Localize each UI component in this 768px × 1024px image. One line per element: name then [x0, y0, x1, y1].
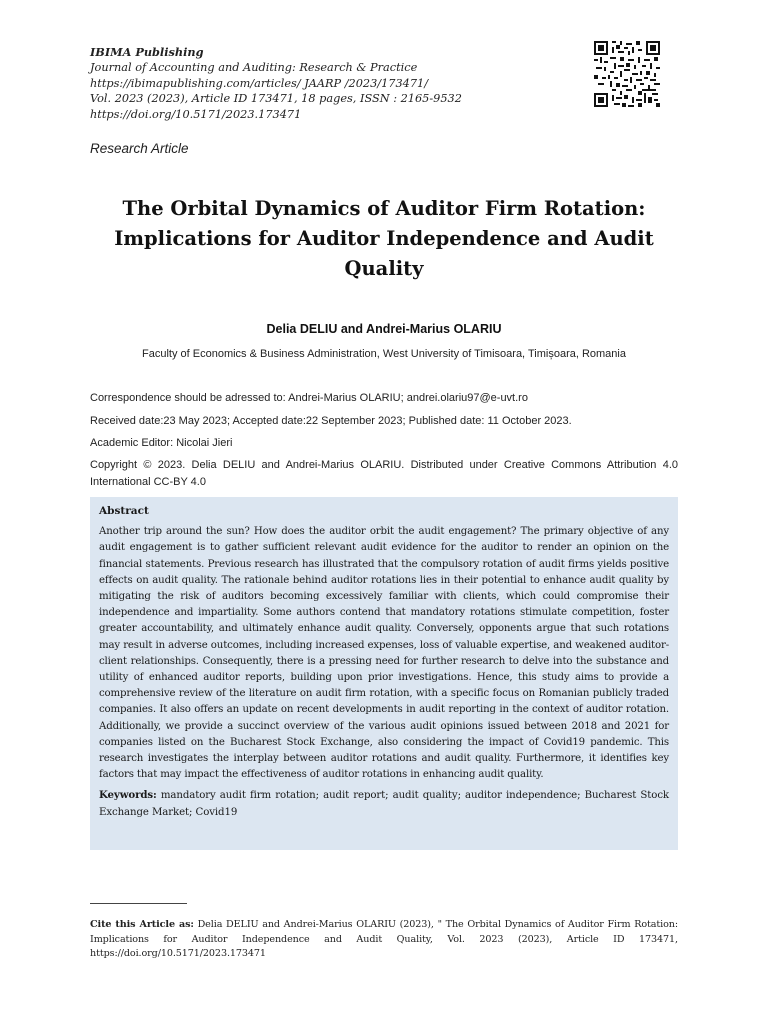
citation	[90, 918, 678, 962]
keywords	[99, 787, 669, 820]
abstract-heading: Abstract	[99, 505, 149, 517]
dates: Received date:23 May 2023; Accepted date:22 September 2023; Published date: 11 October 2023.	[90, 415, 572, 427]
cite-text: Delia DELIU and Andrei-Marius OLARIU (2023), " The Orbital Dynamics of Auditor Firm Rotation: Implications for Auditor Independence and Audit Quality, Vol. 2023 (2023), Article ID 173471, https://doi.org/10.5171/2023.173471	[90, 919, 678, 960]
keywords-label: Keywords:	[99, 789, 157, 802]
journal-name: Journal of Accounting and Auditing: Research & Practice	[90, 61, 418, 75]
doi-link[interactable]: https://doi.org/10.5171/2023.173471	[90, 107, 302, 121]
copyright: Copyright © 2023. Delia DELIU and Andrei-Marius OLARIU. Distributed under Creative Commons Attribution 4.0 International CC-BY 4.0	[90, 459, 678, 488]
academic-editor: Academic Editor: Nicolai Jieri	[90, 437, 233, 449]
article-type: Research Article	[90, 141, 189, 156]
correspondence: Correspondence should be adressed to: Andrei-Marius OLARIU; andrei.olariu97@e-uvt.ro	[90, 392, 528, 404]
keywords-text: mandatory audit firm rotation; audit report; audit quality; auditor independence; Bucharest Stock Exchange Market; Covid19	[99, 790, 669, 818]
abstract-text: Another trip around the sun? How does the auditor orbit the audit engagement? The primary objective of any audit engagement is to gather sufficient relevant audit evidence for the auditor to render an opinion on the financial statements. Previous research has illustrated that the compulsory rotation of audit firms yields positive effects on audit quality. The rationale behind auditor rotations lies in their potential to enhance audit quality by mitigating the risk of auditors becoming excessively familiar with clients, which could compromise their independence and impartiality. Some authors contend that mandatory rotations stimulate competition, foster greater accountability, and ultimately enhance audit quality. Conversely, opponents argue that such rotations may result in adverse outcomes, including increased expenses, loss of valuable expertise, and weakened auditor-client relationships. Consequently, there is a pressing need for further research to delve into the substance and utility of enhanced auditor reports, building upon prior investigations. Hence, this study aims to provide a comprehensive review of the literature on audit firm rotation, with a specific focus on Romanian publicly traded companies. It also offers an update on recent developments in audit reporting in the context of auditor rotation. Additionally, we provide a succinct overview of the various audit opinions issued between 2018 and 2021 for companies listed on the Bucharest Stock Exchange, also considering the impact of Covid19 pandemic. This research investigates the interplay between auditor rotations and audit quality. Furthermore, it identifies key factors that may impact the effectiveness of auditor rotations in enhancing audit quality.	[99, 526, 669, 781]
authors: Delia DELIU and Andrei-Marius OLARIU	[266, 322, 502, 336]
title-line: The Orbital Dynamics of Auditor Firm Rotation:	[122, 197, 646, 220]
cite-label: Cite this Article as:	[90, 919, 194, 930]
paper-title	[100, 194, 668, 284]
volume-info: Vol. 2023 (2023), Article ID 173471, 18 pages, ISSN : 2165-9532	[90, 92, 462, 106]
title-line: Quality	[344, 257, 424, 280]
title-line: Implications for Auditor Independence and Audit	[114, 227, 654, 250]
abstract-box	[90, 497, 678, 850]
affiliation: Faculty of Economics & Business Administration, West University of Timisoara, Timișoara, Romania	[142, 348, 626, 360]
article-url[interactable]: https://ibimapublishing.com/articles/ JAARP /2023/173471/	[90, 76, 429, 90]
footnote-divider	[90, 903, 187, 904]
publisher-name: IBIMA Publishing	[90, 45, 204, 59]
journal-header	[90, 45, 462, 122]
qr-code-icon	[594, 41, 660, 107]
